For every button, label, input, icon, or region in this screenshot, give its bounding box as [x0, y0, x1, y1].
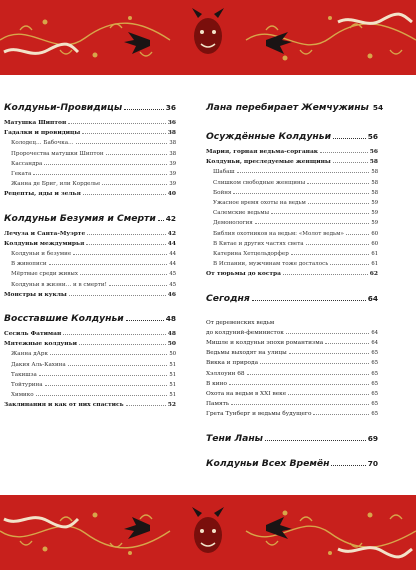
toc-entry[interactable]: до колдуний-феминисток 64: [206, 329, 378, 336]
toc-right-column: [206, 102, 384, 474]
toc-section-title[interactable]: Сегодня 64: [206, 292, 378, 304]
devil-face-icon: [192, 507, 224, 553]
toc-section-title[interactable]: Восставшие Колдуньи 48: [4, 313, 176, 325]
toc-entry[interactable]: Сесиль Фатиман 48: [4, 330, 176, 338]
toc-entry[interactable]: Охота на ведьм в XXI веке 65: [206, 391, 378, 398]
toc-entry[interactable]: Тойтурина 51: [11, 382, 176, 389]
snake-icon: [4, 518, 78, 527]
toc-entry[interactable]: Мёртвые среди живых 45: [11, 271, 176, 278]
toc-entry[interactable]: Бойня 58: [213, 189, 378, 196]
toc-entry[interactable]: Такишза 51: [11, 371, 176, 378]
toc-entry[interactable]: Лечуза и Санта-Муэрте 42: [4, 229, 176, 237]
toc-entry[interactable]: В живописи 44: [11, 261, 176, 268]
toc-entry[interactable]: Шабаш 58: [213, 169, 378, 176]
toc-section-title[interactable]: Лана перебирает Жемчужины 54: [206, 102, 384, 113]
toc-section-title[interactable]: Колдуньи Всех Времён 70: [206, 457, 378, 469]
toc-entry[interactable]: Колодец… Бабочка… 38: [11, 140, 176, 147]
snake-icon: [338, 14, 412, 23]
toc-entry[interactable]: Гадалки и провидицы 38: [4, 129, 176, 137]
toc-entry[interactable]: Слишком свободные женщины 58: [213, 179, 378, 186]
snake-icon: [4, 44, 78, 53]
toc-entry[interactable]: Катерина Хетцельдорфер 61: [213, 251, 378, 258]
devil-face-icon: [192, 8, 224, 54]
toc-entry[interactable]: Ведьмы выходят на улицы 65: [206, 350, 378, 357]
toc-entry[interactable]: Мишле и колдуньи эпохи романтизма 64: [206, 340, 378, 347]
toc-entry[interactable]: От тюрьмы до костра 62: [206, 270, 378, 278]
header-ornament-band: [0, 0, 416, 75]
toc-entry[interactable]: Жанна де Бриг, или Корделье 39: [11, 181, 176, 188]
toc-entry[interactable]: В Испании, мужчинам тоже досталось 61: [213, 261, 378, 268]
toc-section-title[interactable]: Колдуньи Безумия и Смерти 42: [4, 212, 176, 224]
toc-entry[interactable]: Демонология 59: [213, 220, 378, 227]
toc-entry[interactable]: Кассандра 39: [11, 160, 176, 167]
snake-icon: [338, 548, 412, 557]
toc-entry[interactable]: Колдуньи в жизни… и в смерти! 45: [11, 281, 176, 288]
toc-entry[interactable]: Салемские ведьмы 59: [213, 210, 378, 217]
toc-entry[interactable]: В Китае и других частях света 60: [213, 240, 378, 247]
toc-entry[interactable]: Геката 39: [11, 171, 176, 178]
toc-entry[interactable]: Колдуньи и безумие 44: [11, 251, 176, 258]
toc-entry[interactable]: Память 65: [206, 401, 378, 408]
toc-left-column: [4, 102, 176, 411]
toc-entry[interactable]: Дакия Аль-Кахина 51: [11, 361, 176, 368]
toc-entry[interactable]: Заклинания и как от них спастись 52: [4, 401, 176, 409]
toc-entry[interactable]: Матушка Шиптон 36: [4, 119, 176, 126]
toc-section-title[interactable]: Осуждённые Колдуньи 56: [206, 131, 378, 142]
toc-entry[interactable]: От деревенских ведьм: [206, 319, 275, 326]
toc-entry[interactable]: Пророчества матушки Шиптон 38: [11, 150, 176, 157]
toc-entry[interactable]: Мятежные колдуньи 50: [4, 340, 176, 348]
toc-entry[interactable]: Грета Тунберг и ведьмы будущего 65: [206, 411, 378, 418]
toc-section-title[interactable]: Колдуньи-Провидицы 36: [4, 102, 176, 113]
toc-entry[interactable]: Колдуньи междумирья 44: [4, 239, 176, 247]
toc-entry[interactable]: Колдуньи, преследуемые женщины 58: [206, 158, 378, 166]
toc-entry[interactable]: Рецепты, яды и зелья 40: [4, 190, 176, 198]
toc-section-title[interactable]: Тени Ланы 69: [206, 432, 378, 444]
footer-ornament-band: [0, 495, 416, 570]
toc-entry[interactable]: Мария, горная ведьма-сорганак 56: [206, 148, 378, 155]
toc-entry[interactable]: Библия охотников на ведьм: «Молот ведьм» 60: [213, 230, 378, 237]
toc-entry[interactable]: Ужасное время охоты на ведьм 59: [213, 200, 378, 207]
toc-entry[interactable]: В кино 65: [206, 380, 378, 387]
toc-entry[interactable]: Монстры и куклы 46: [4, 290, 176, 298]
toc-entry[interactable]: Хэллоуин 68 65: [206, 370, 378, 377]
toc-entry[interactable]: Викка и природа 65: [206, 360, 378, 367]
toc-entry[interactable]: Жанна дАрк 50: [11, 351, 176, 358]
toc-entry[interactable]: Химико 51: [11, 392, 176, 399]
